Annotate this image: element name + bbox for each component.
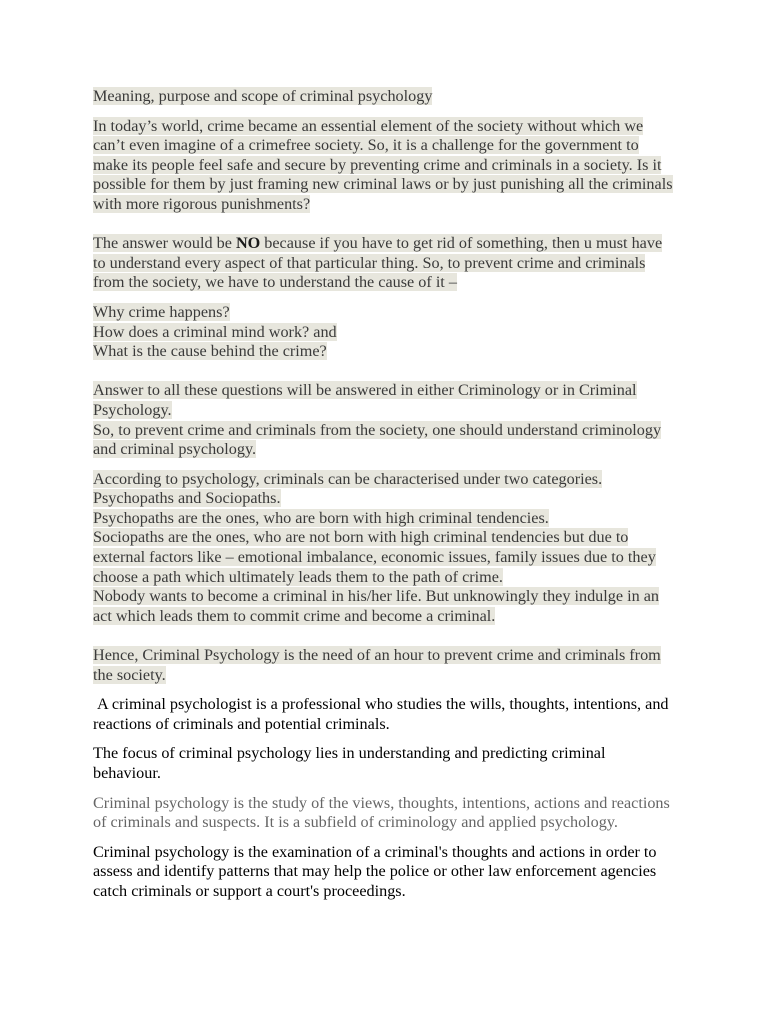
categories-line: Psychopaths and Sociopaths. xyxy=(93,489,281,508)
answer-all-block xyxy=(93,381,673,459)
categories-line: Psychopaths are the ones, who are born with high criminal tendencies. xyxy=(93,508,549,527)
hence-paragraph: Hence, Criminal Psychology is the need of an hour to prevent crime and criminals from the society. xyxy=(93,646,661,684)
definition-paragraph: Criminal psychology is the study of the views, thoughts, intentions, actions and reactions of criminals and suspects. It is a subfield of criminology and applied psychology. xyxy=(93,793,670,832)
focus-paragraph: The focus of criminal psychology lies in understanding and predicting criminal behaviour. xyxy=(93,744,606,782)
examination-paragraph: Criminal psychology is the examination of a criminal's thoughts and actions in order to assess and identify patterns that may help the police or other law enforcement agencies catch criminals or support a court's proceedings. xyxy=(93,842,657,900)
psychologist-paragraph: A criminal psychologist is a professional who studies the wills, thoughts, intentions, and reactions of criminals and potential criminals. xyxy=(93,695,673,733)
questions-list xyxy=(93,303,673,362)
categories-line: Sociopaths are the ones, who are not born with high criminal tendencies but due to external factors like – emotional imbalance, economic issues, family issues due to they choose a path which ultimately leads them to the path of crime. xyxy=(93,528,656,586)
answer-all-line: Answer to all these questions will be answered in either Criminology or in Criminal Psychology. xyxy=(93,381,637,419)
answer-all-line: So, to prevent crime and criminals from the society, one should understand criminology and criminal psychology. xyxy=(93,420,662,459)
answer-paragraph: The answer would be NO because if you have to get rid of something, then u must have to understand every aspect of that particular thing. So, to prevent crime and criminals from the society, we have to understand the cause of it – xyxy=(93,234,663,292)
question-item: How does a criminal mind work? and xyxy=(93,322,337,341)
document-body xyxy=(93,87,673,902)
document-title: Meaning, purpose and scope of criminal psychology xyxy=(93,87,433,105)
categories-block xyxy=(93,470,673,627)
categories-line: Nobody wants to become a criminal in his/her life. But unknowingly they indulge in an act which leads them to commit crime and become a criminal. xyxy=(93,587,660,625)
categories-line: According to psychology, criminals can be characterised under two categories. xyxy=(93,469,603,488)
question-item: What is the cause behind the crime? xyxy=(93,342,327,361)
intro-paragraph: In today’s world, crime became an essential element of the society without which we can’t even imagine of a crimefree society. So, it is a challenge for the government to make its people feel safe and secure by preventing crime and criminals in a society. Is it possible for them by just framing new criminal laws or by just punishing all the criminals with more rigorous punishments? xyxy=(93,116,673,213)
answer-no-bold: NO xyxy=(235,234,261,253)
question-item: Why crime happens? xyxy=(93,302,230,321)
